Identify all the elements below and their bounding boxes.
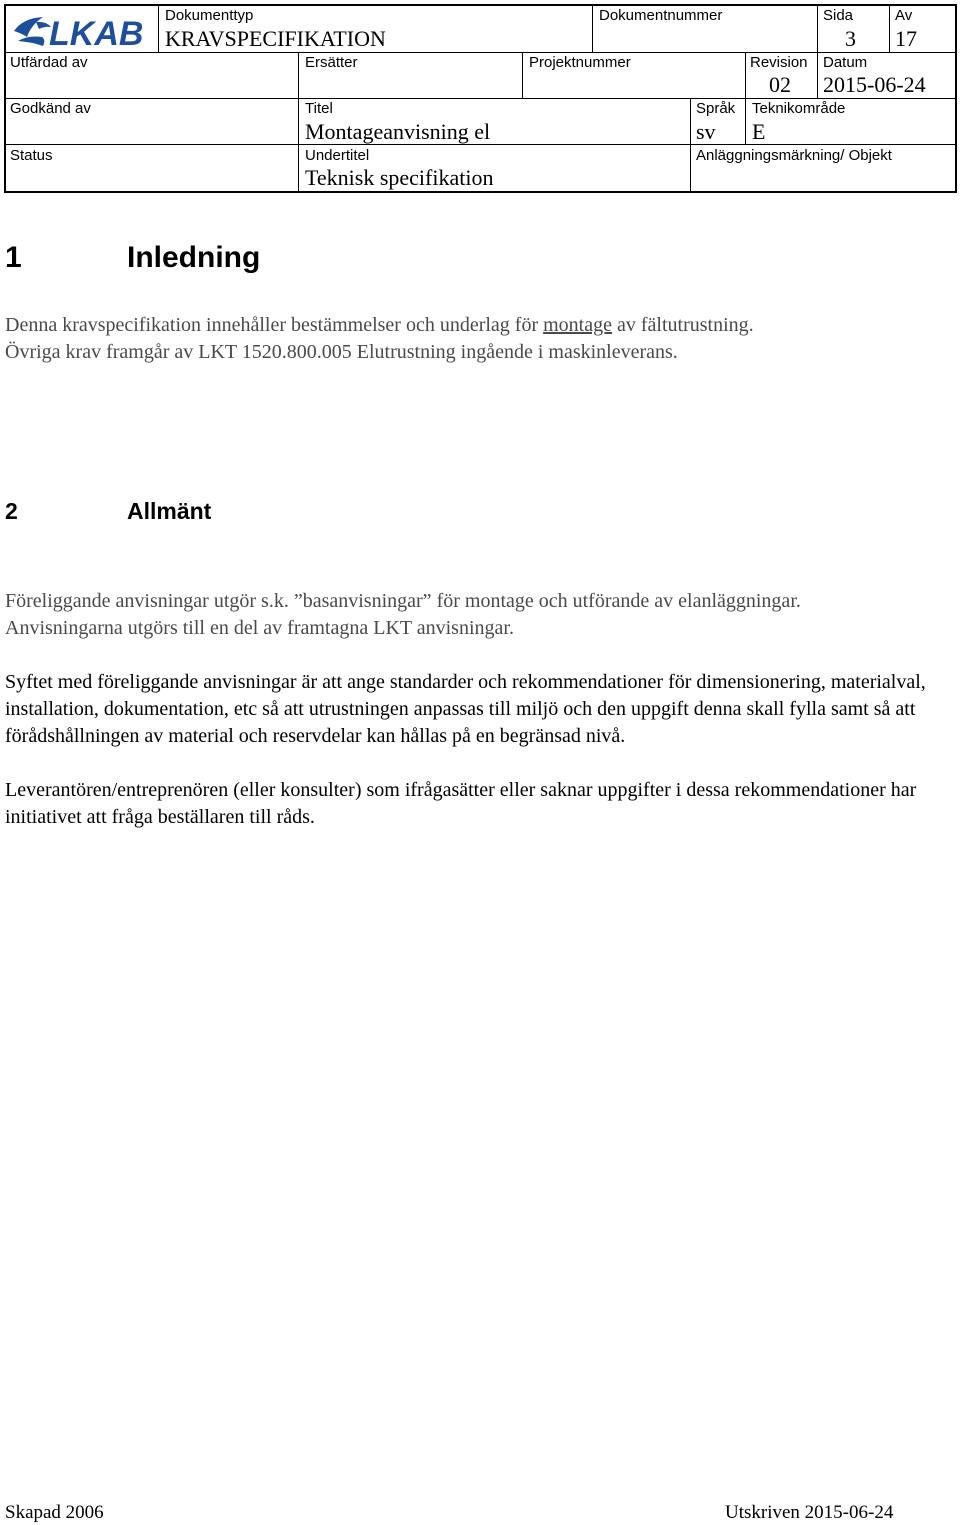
page-value: 3 bbox=[845, 26, 856, 51]
page-count-label: Av bbox=[895, 7, 913, 24]
section-2-paragraph-3: Syftet med föreliggande anvisningar är att ange standarder och rekommendationer för dimensionering, materialval, installation, dokumentation, etc så att utrustningen anpassas till miljö och den uppgift denna skall fylla samt så att förådshållningen av material och reservdelar kan hållas på en begränsad nivå. bbox=[5, 671, 926, 747]
header-rule-1 bbox=[4, 52, 957, 53]
header-divider bbox=[817, 52, 818, 98]
section-1-title: Inledning bbox=[127, 241, 261, 274]
section-2-paragraph-2: Anvisningarna utgörs till en del av framtagna LKT anvisningar. bbox=[5, 617, 514, 639]
replaces-label: Ersätter bbox=[305, 54, 358, 71]
issued-by-label: Utfärdad av bbox=[10, 54, 88, 71]
footer-created: Skapad 2006 bbox=[5, 1502, 104, 1523]
section-1-text: Denna kravspecifikation innehåller bestämmelser och underlag för bbox=[5, 314, 544, 336]
section-1-heading bbox=[5, 240, 260, 276]
date-label: Datum bbox=[823, 54, 868, 71]
section-2-number: 2 bbox=[5, 498, 18, 524]
header-rule-3 bbox=[4, 144, 957, 145]
tech-area-value: E bbox=[752, 119, 766, 144]
title-label: Titel bbox=[305, 100, 333, 117]
revision-label: Revision bbox=[750, 54, 808, 71]
section-2-paragraph-4: Leverantören/entreprenören (eller konsulter) som ifrågasätter eller saknar uppgifter i dessa rekommendationer har initiativet att fråga beställaren till råds. bbox=[5, 779, 917, 828]
header-divider bbox=[298, 52, 299, 98]
header-divider bbox=[158, 4, 159, 52]
doc-type-label: Dokumenttyp bbox=[165, 7, 254, 24]
subtitle-label: Undertitel bbox=[305, 147, 370, 164]
section-1-paragraph bbox=[5, 312, 955, 366]
header-divider bbox=[745, 52, 746, 98]
language-label: Språk bbox=[696, 100, 736, 117]
subtitle-value: Teknisk specifikation bbox=[305, 165, 494, 190]
status-label: Status bbox=[10, 147, 53, 164]
header-divider bbox=[522, 52, 523, 98]
section-1-text: av fältutrustning. bbox=[612, 314, 754, 336]
header-divider bbox=[592, 4, 593, 52]
approved-by-label: Godkänd av bbox=[10, 100, 91, 117]
tech-area-label: Teknikområde bbox=[752, 100, 846, 117]
montage-link[interactable]: montage bbox=[543, 314, 612, 336]
section-1-text: Övriga krav framgår av LKT 1520.800.005 Elutrustning ingående i maskinleverans. bbox=[5, 341, 678, 363]
section-1-number: 1 bbox=[5, 241, 22, 274]
section-2-heading bbox=[5, 497, 211, 525]
header-divider bbox=[690, 98, 691, 144]
title-value: Montageanvisning el bbox=[305, 119, 491, 144]
header-divider bbox=[817, 4, 818, 52]
header-rule-2 bbox=[4, 98, 957, 99]
doc-type-value: KRAVSPECIFIKATION bbox=[165, 26, 386, 51]
language-value: sv bbox=[696, 119, 716, 144]
lkab-logo bbox=[12, 12, 154, 50]
page-count-value: 17 bbox=[895, 26, 917, 51]
page-label: Sida bbox=[823, 7, 854, 24]
header-divider bbox=[298, 144, 299, 193]
project-number-label: Projektnummer bbox=[529, 54, 631, 71]
plant-marking-label: Anläggningsmärkning/ Objekt bbox=[696, 147, 892, 164]
header-divider bbox=[690, 144, 691, 193]
revision-value: 02 bbox=[769, 72, 791, 97]
section-2-paragraph-1: Föreliggande anvisningar utgör s.k. ”basanvisningar” för montage och utförande av elanläggningar. bbox=[5, 590, 801, 612]
svg-text:LKAB: LKAB bbox=[49, 15, 144, 50]
header-divider bbox=[745, 98, 746, 144]
section-2-title: Allmänt bbox=[127, 498, 212, 524]
date-value: 2015-06-24 bbox=[823, 72, 926, 97]
doc-number-label: Dokumentnummer bbox=[599, 7, 723, 24]
header-divider bbox=[889, 4, 890, 52]
header-divider bbox=[298, 98, 299, 144]
footer-printed: Utskriven 2015-06-24 bbox=[725, 1502, 894, 1523]
